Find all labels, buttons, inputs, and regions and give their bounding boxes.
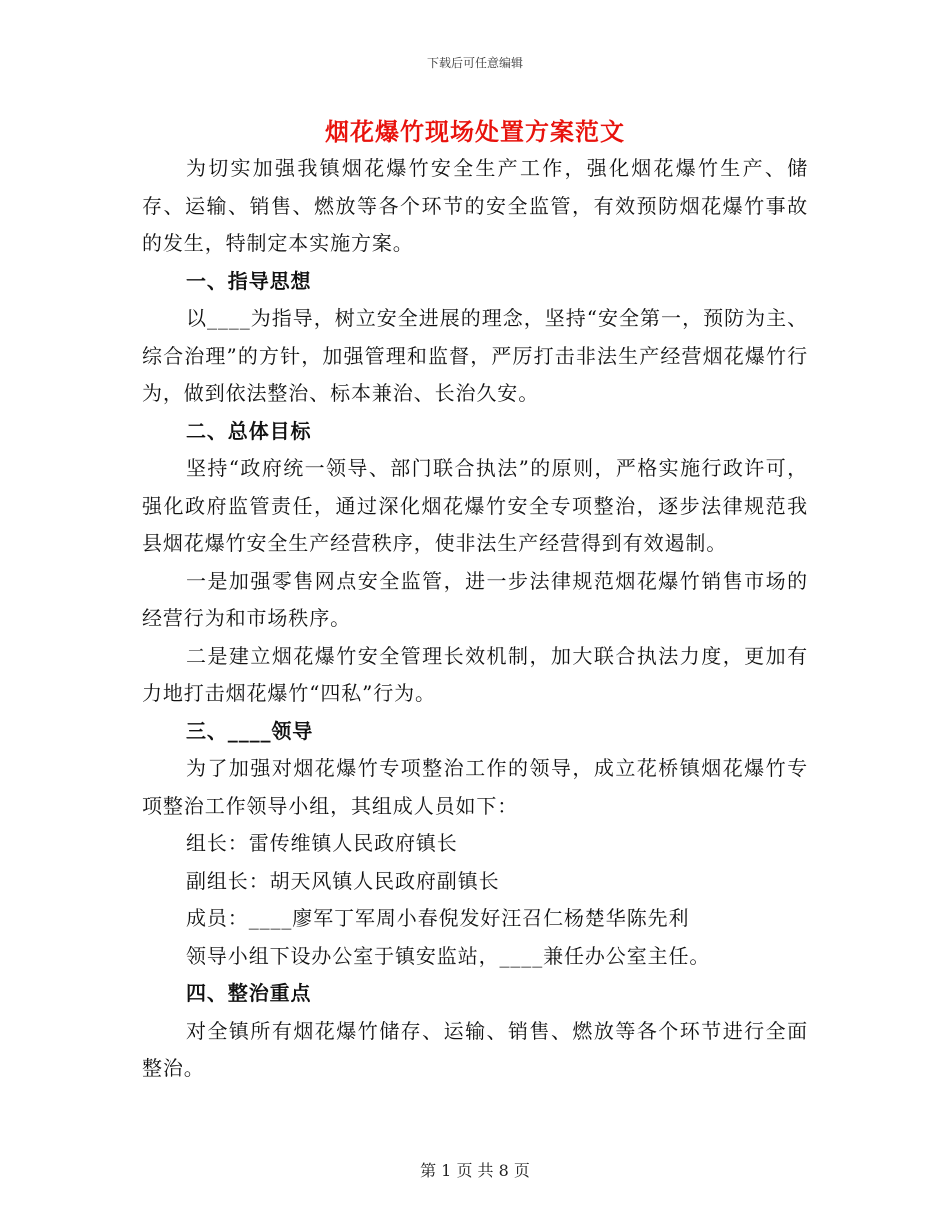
section-heading-key-rectification: 四、整治重点 bbox=[186, 981, 312, 1005]
section-heading-leadership: 三、____领导 bbox=[186, 718, 314, 743]
overall-goal-paragraph: 坚持“政府统一领导、部门联合执法”的原则，严格实施行政许可，强化政府监管责任，通过深化烟花爆竹安全专项整治，逐步法律规范我县烟花爆竹安全生产经营秩序，使非法生产经营得到有效遏制。 bbox=[142, 456, 808, 555]
goal-item-1: 一是加强零售网点安全监管，进一步法律规范烟花爆竹销售市场的经营行为和市场秩序。 bbox=[142, 568, 808, 630]
document-body bbox=[142, 150, 808, 1088]
leadership-paragraph: 为了加强对烟花爆竹专项整治工作的领导，成立花桥镇烟花爆竹专项整治工作领导小组，其组成人员如下： bbox=[142, 756, 808, 818]
page-header: 下载后可任意编辑 bbox=[426, 56, 523, 70]
office-line: 领导小组下设办公室于镇安监站，____兼任办公室主任。 bbox=[186, 943, 711, 968]
key-rectification-paragraph: 对全镇所有烟花爆竹储存、运输、销售、燃放等各个环节进行全面整治。 bbox=[142, 1018, 808, 1080]
group-leader-line: 组长：雷传维镇人民政府镇长 bbox=[186, 831, 458, 855]
page-footer: 第 1 页 共 8 页 bbox=[420, 1161, 530, 1180]
members-line: 成员：____廖军丁军周小春倪发好汪召仁杨楚华陈先利 bbox=[186, 906, 690, 930]
section-heading-overall-goal: 二、总体目标 bbox=[186, 418, 312, 443]
goal-item-2: 二是建立烟花爆竹安全管理长效机制，加大联合执法力度，更加有力地打击烟花爆竹“四私”行为。 bbox=[142, 643, 808, 705]
document-title: 烟花爆竹现场处置方案范文 bbox=[325, 117, 625, 146]
guiding-ideology-paragraph: 以____为指导，树立安全进展的理念，坚持“安全第一，预防为主、综合治理”的方针，加强管理和监督，严厉打击非法生产经营烟花爆竹行为，做到依法整治、标本兼治、长治久安。 bbox=[142, 306, 808, 405]
deputy-leader-line: 副组长：胡天风镇人民政府副镇长 bbox=[186, 868, 500, 893]
section-heading-guiding-ideology: 一、指导思想 bbox=[186, 268, 312, 293]
intro-paragraph: 为切实加强我镇烟花爆竹安全生产工作，强化烟花爆竹生产、储存、运输、销售、燃放等各个环节的安全监管，有效预防烟花爆竹事故的发生，特制定本实施方案。 bbox=[142, 156, 808, 255]
